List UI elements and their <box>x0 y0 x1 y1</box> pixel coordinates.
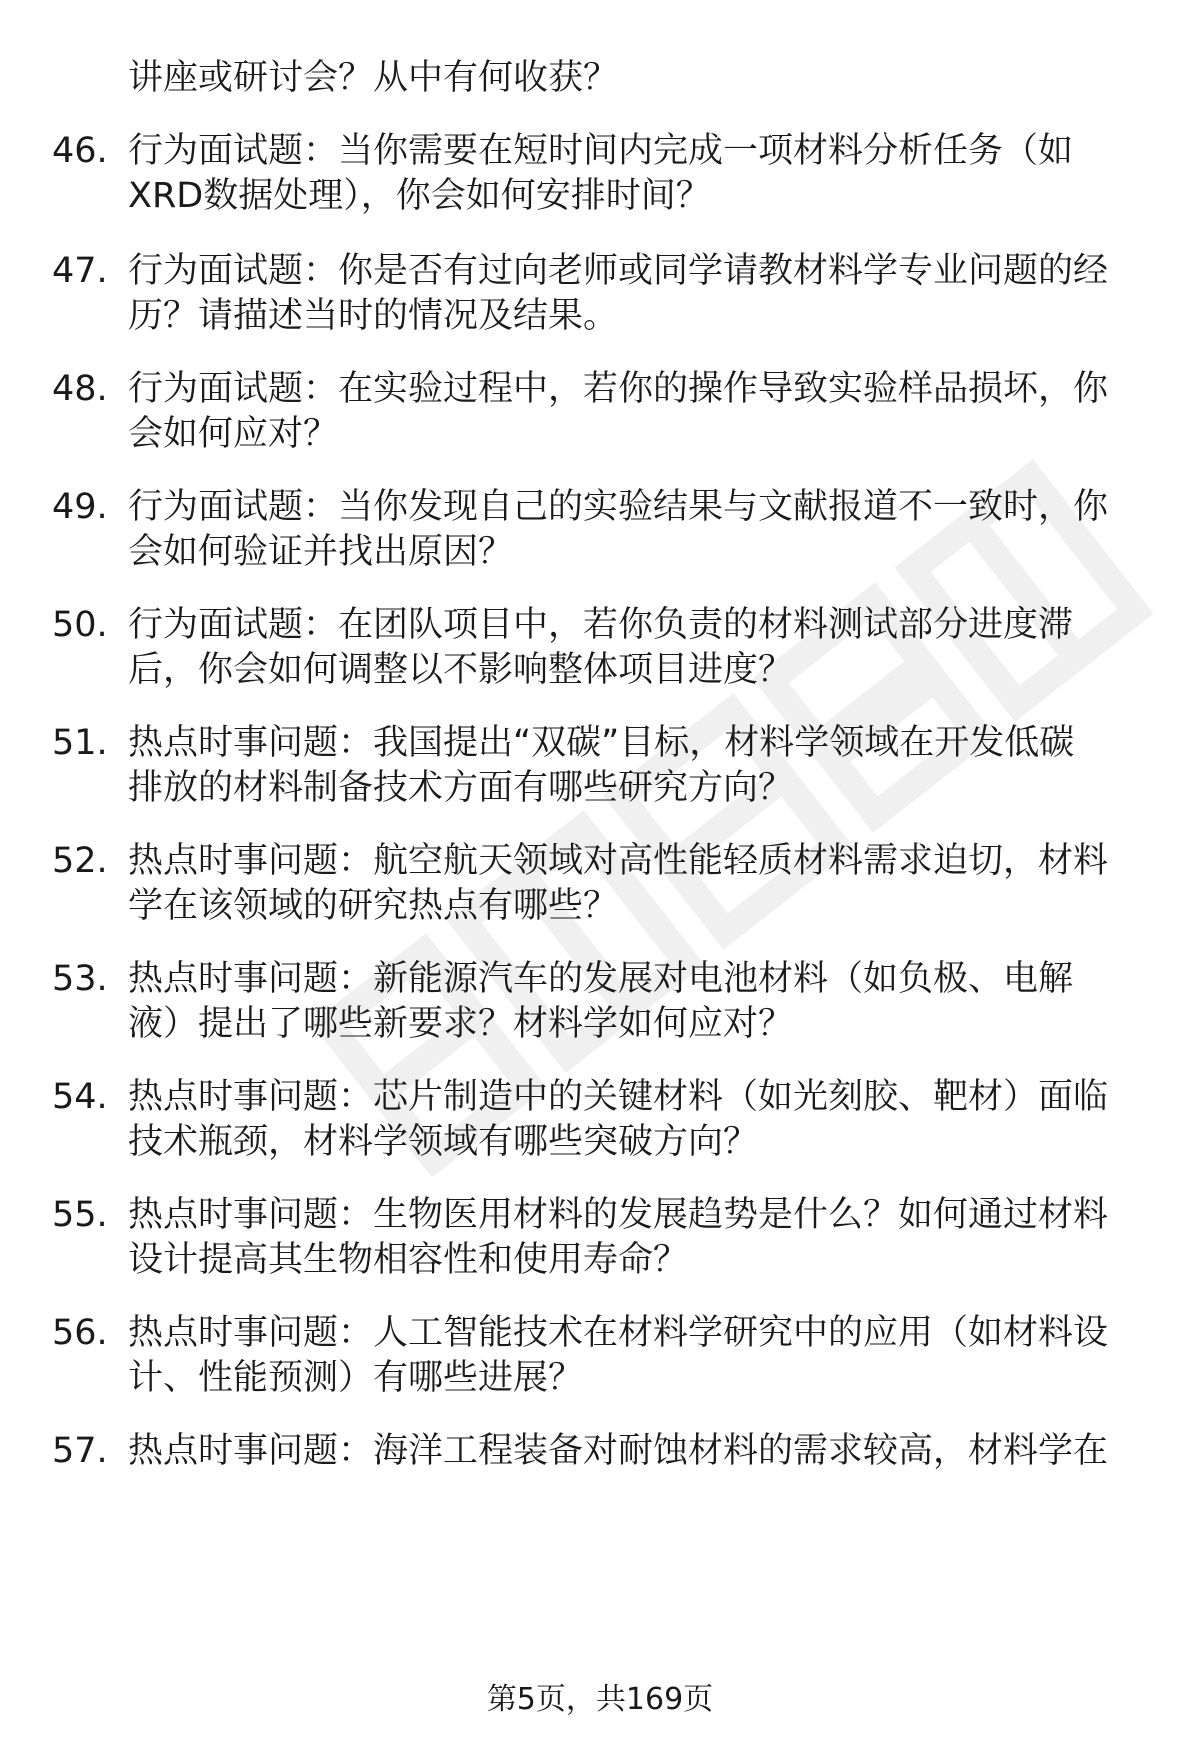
question-text-line: 行为面试题：当你发现自己的实验结果与文献报道不一致时，你 <box>128 487 1109 527</box>
question-number: 49. <box>52 487 108 527</box>
question-text-line: 行为面试题：在实验过程中，若你的操作导致实验样品损坏，你 <box>128 369 1109 409</box>
page-footer: 第5页，共169页 <box>486 1682 714 1717</box>
question-text-line: 计、性能预测）有哪些进展？ <box>128 1358 584 1398</box>
question-number: 52. <box>52 841 108 881</box>
question-text-line: 行为面试题：在团队项目中，若你负责的材料测试部分进度滞 <box>128 605 1074 645</box>
question-text-line: 热点时事问题：人工智能技术在材料学研究中的应用（如材料设 <box>128 1313 1109 1353</box>
question-text-line: 行为面试题：你是否有过向老师或同学请教材料学专业问题的经 <box>128 251 1109 291</box>
question-text-line: 行为面试题：当你需要在短时间内完成一项材料分析任务（如 <box>128 131 1074 171</box>
question-number: 54. <box>52 1077 108 1117</box>
question-text-line: 热点时事问题：芯片制造中的关键材料（如光刻胶、靶材）面临 <box>128 1077 1109 1117</box>
question-number: 48. <box>52 369 108 409</box>
question-text-line: 会如何验证并找出原因？ <box>128 532 514 572</box>
question-number: 46. <box>52 131 108 171</box>
question-text-line: 学在该领域的研究热点有哪些？ <box>128 886 619 926</box>
question-number: 57. <box>52 1431 108 1471</box>
question-text-line: 设计提高其生物相容性和使用寿命？ <box>128 1240 689 1280</box>
watermark-shape <box>329 477 1135 1159</box>
question-text: 讲座或研讨会？从中有何收获？ <box>128 58 619 98</box>
question-text-line: 液）提出了哪些新要求？材料学如何应对？ <box>128 1004 794 1044</box>
question-text-line: 热点时事问题：生物医用材料的发展趋势是什么？如何通过材料 <box>128 1195 1109 1235</box>
question-number: 56. <box>52 1313 108 1353</box>
question-number: 55. <box>52 1195 108 1235</box>
question-number: 51. <box>52 723 108 763</box>
question-text-line: 热点时事问题：航空航天领域对高性能轻质材料需求迫切，材料 <box>128 841 1109 881</box>
question-text-line: 排放的材料制备技术方面有哪些研究方向？ <box>128 768 794 808</box>
question-text-line: 热点时事问题：我国提出“双碳”目标，材料学领域在开发低碳 <box>128 723 1075 763</box>
question-number: 50. <box>52 605 108 645</box>
question-text-line: 热点时事问题：新能源汽车的发展对电池材料（如负极、电解 <box>128 959 1074 999</box>
question-text-line: 历？请描述当时的情况及结果。 <box>128 296 619 336</box>
question-text-line: 技术瓶颈，材料学领域有哪些突破方向？ <box>128 1122 759 1162</box>
question-number: 53. <box>52 959 108 999</box>
question-text-line: 后，你会如何调整以不影响整体项目进度？ <box>128 650 794 690</box>
question-text-line: XRD数据处理），你会如何安排时间？ <box>128 176 711 216</box>
question-number: 47. <box>52 251 108 291</box>
question-text-line: 热点时事问题：海洋工程装备对耐蚀材料的需求较高，材料学在 <box>128 1431 1109 1471</box>
question-text-line: 会如何应对？ <box>128 414 339 454</box>
